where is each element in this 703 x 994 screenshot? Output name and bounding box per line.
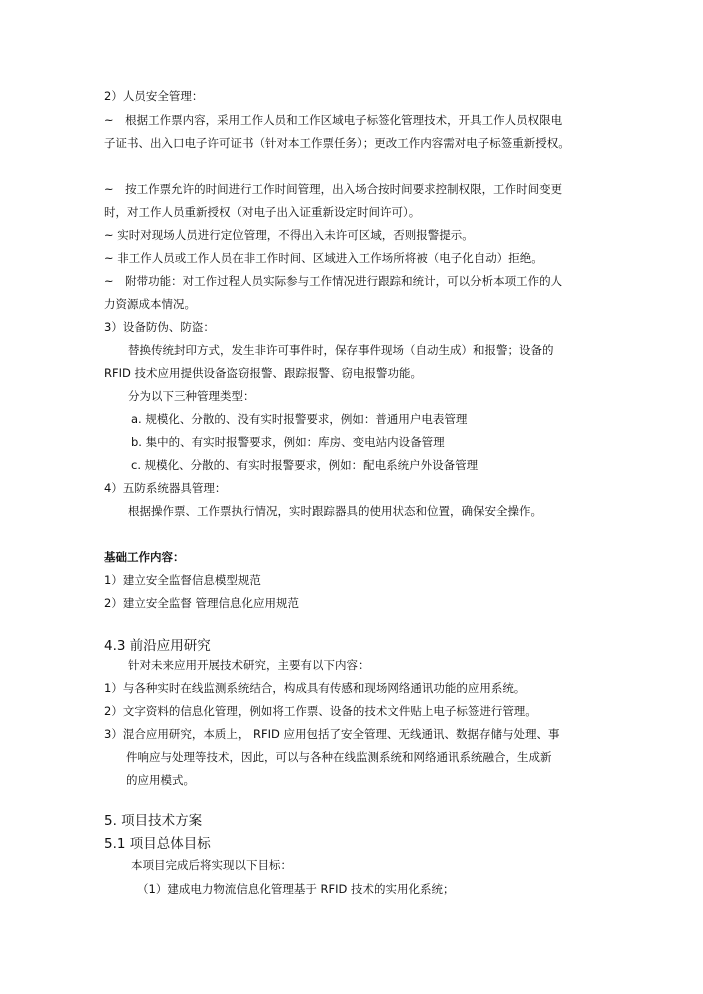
list-item: 2）建立安全监督 管理信息化应用规范 (104, 596, 299, 610)
section-4-heading: 4）五防系统器具管理： (104, 481, 227, 495)
list-item: a. 规模化、分散的、没有实时报警要求，例如：普通用户电表管理 (131, 412, 468, 426)
basic-work-title: 基础工作内容： (104, 550, 185, 564)
section-5-heading: 5. 项目技术方案 (104, 813, 203, 829)
paragraph-line: RFID 技术应用提供设备盗窃报警、跟踪报警、窃电报警功能。 (104, 366, 423, 380)
list-item: 1）建立安全监督信息模型规范 (104, 573, 261, 587)
paragraph-line: 时，对工作人员重新授权（对电子出入证重新设定时间许可）。 (104, 205, 421, 219)
paragraph-line: ~ 根据工作票内容，采用工作人员和工作区域电子标签化管理技术，开具工作人员权限电 (104, 113, 563, 127)
list-item: b. 集中的、有实时报警要求，例如：库房、变电站内设备管理 (131, 435, 445, 449)
list-item: 2）文字资料的信息化管理，例如将工作票、设备的技术文件贴上电子标签进行管理。 (104, 704, 537, 718)
paragraph-line: ~ 按工作票允许的时间进行工作时间管理，出入场合按时间要求控制权限，工作时间变更 (104, 182, 563, 196)
paragraph-line: 根据操作票、工作票执行情况，实时跟踪器具的使用状态和位置，确保安全操作。 (128, 504, 542, 518)
paragraph-line: 替换传统封印方式，发生非许可事件时，保存事件现场（自动生成）和报警；设备的 (128, 343, 554, 357)
list-item-continuation: 的应用模式。 (126, 773, 195, 787)
paragraph-line: 力资源成本情况。 (104, 297, 196, 311)
list-item: c. 规模化、分散的、有实时报警要求，例如：配电系统户外设备管理 (131, 458, 479, 472)
paragraph-line: ~ 实时对现场人员进行定位管理，不得出入未许可区域，否则报警提示。 (104, 228, 474, 242)
paragraph-line: ~ 附带功能：对工作过程人员实际参与工作情况进行跟踪和统计，可以分析本项工作的人 (104, 274, 563, 288)
paragraph-line: 针对未来应用开展技术研究，主要有以下内容： (128, 658, 370, 672)
section-2-heading: 2）人员安全管理： (104, 89, 204, 103)
list-item: 1）与各种实时在线监测系统结合，构成具有传感和现场网络通讯功能的应用系统。 (104, 681, 526, 695)
paragraph-line: 本项目完成后将实现以下目标： (131, 858, 292, 872)
section-4-3-heading: 4.3 前沿应用研究 (104, 638, 211, 654)
paragraph-line: 子证书、出入口电子许可证书（针对本工作票任务）；更改工作内容需对电子标签重新授权。 (104, 136, 570, 150)
list-item: （1）建成电力物流信息化管理基于 RFID 技术的实用化系统； (137, 882, 455, 896)
section-5-1-heading: 5.1 项目总体目标 (104, 836, 211, 852)
section-3-heading: 3）设备防伪、防盗： (104, 320, 215, 334)
list-item-continuation: 件响应与处理等技术，因此，可以与各种在线监测系统和网络通讯系统融合，生成新 (126, 750, 552, 764)
paragraph-line: 分为以下三种管理类型： (128, 389, 255, 403)
paragraph-line: ~ 非工作人员或工作人员在非工作时间、区域进入工作场所将被（电子化自动）拒绝。 (104, 251, 543, 265)
list-item: 3）混合应用研究，本质上， RFID 应用包括了安全管理、无线通讯、数据存储与处理、事 (104, 727, 560, 741)
